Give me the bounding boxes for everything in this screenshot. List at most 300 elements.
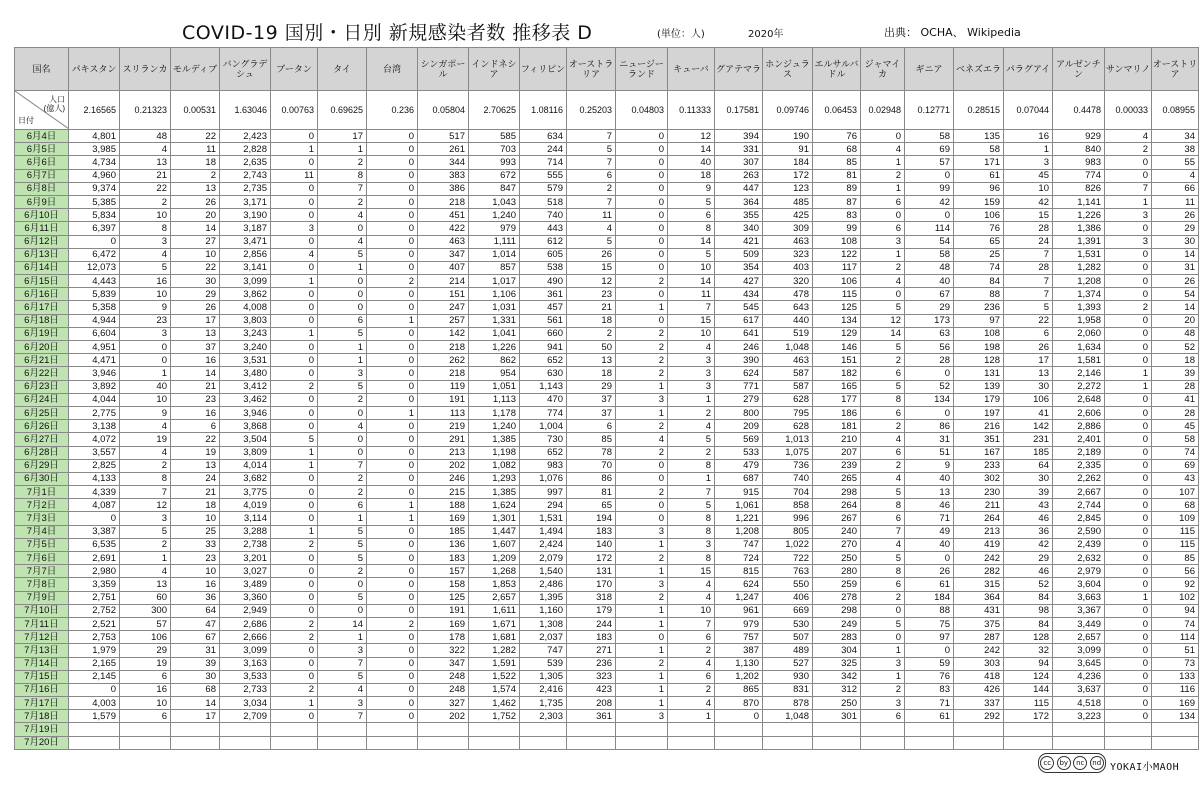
case-cell: 2 (318, 156, 367, 169)
case-cell: 0 (616, 499, 668, 512)
case-cell: 115 (1004, 697, 1053, 710)
case-cell: 2,416 (520, 683, 567, 696)
case-cell: 74 (1152, 446, 1199, 459)
case-cell (905, 723, 954, 736)
case-cell: 271 (567, 644, 616, 657)
case-cell: 730 (520, 433, 567, 446)
case-cell: 85 (1152, 552, 1199, 565)
case-cell: 6 (861, 710, 905, 723)
date-cell: 6月20日 (15, 341, 69, 354)
case-cell: 12 (668, 130, 715, 143)
case-cell: 1 (318, 261, 367, 274)
case-cell: 43 (1004, 499, 1053, 512)
license-badge (1038, 753, 1106, 773)
case-cell: 2,686 (220, 617, 271, 630)
case-cell: 0 (367, 578, 418, 591)
case-cell (271, 736, 318, 749)
case-cell: 0 (1105, 433, 1152, 446)
case-cell: 747 (715, 538, 763, 551)
case-cell: 52 (905, 380, 954, 393)
case-cell: 76 (905, 670, 954, 683)
case-cell: 0 (861, 288, 905, 301)
case-cell: 88 (905, 604, 954, 617)
case-cell: 19 (171, 446, 220, 459)
case-cell: 1 (318, 631, 367, 644)
case-cell: 1 (861, 182, 905, 195)
case-cell: 0 (271, 565, 318, 578)
case-cell: 18 (567, 367, 616, 380)
by-icon: by (1057, 756, 1071, 770)
case-cell: 0 (271, 393, 318, 406)
case-cell: 40 (905, 472, 954, 485)
case-cell: 1 (861, 644, 905, 657)
case-cell: 7 (861, 525, 905, 538)
case-cell: 1,022 (763, 538, 813, 551)
case-cell: 17 (171, 314, 220, 327)
case-cell: 3,360 (220, 591, 271, 604)
case-cell: 37 (567, 393, 616, 406)
case-cell: 7 (668, 486, 715, 499)
case-cell (367, 723, 418, 736)
case-cell: 107 (1152, 486, 1199, 499)
case-cell: 17 (318, 130, 367, 143)
case-cell: 7 (318, 657, 367, 670)
case-cell: 57 (120, 617, 171, 630)
year-label: 2020年 (748, 29, 784, 40)
case-cell: 36 (171, 591, 220, 604)
case-cell: 1 (1004, 143, 1053, 156)
case-cell: 184 (763, 156, 813, 169)
case-cell: 5 (861, 301, 905, 314)
case-cell: 250 (813, 552, 861, 565)
case-cell: 34 (1152, 130, 1199, 143)
case-cell: 280 (813, 565, 861, 578)
case-cell: 3,099 (1053, 644, 1105, 657)
case-cell: 46 (905, 499, 954, 512)
case-cell: 0 (367, 222, 418, 235)
case-cell: 215 (418, 486, 469, 499)
date-cell: 7月14日 (15, 657, 69, 670)
case-cell (271, 723, 318, 736)
date-cell: 6月27日 (15, 433, 69, 446)
case-cell: 11 (1152, 195, 1199, 208)
case-cell: 144 (1004, 683, 1053, 696)
case-cell: 68 (171, 683, 220, 696)
date-cell: 6月30日 (15, 472, 69, 485)
case-cell: 3,034 (220, 697, 271, 710)
case-cell: 202 (418, 710, 469, 723)
date-cell: 6月22日 (15, 367, 69, 380)
case-cell: 151 (813, 354, 861, 367)
case-cell: 2 (616, 275, 668, 288)
case-cell: 86 (905, 420, 954, 433)
case-cell: 16 (171, 354, 220, 367)
case-cell (469, 723, 520, 736)
date-cell: 6月13日 (15, 248, 69, 261)
case-cell: 0 (861, 604, 905, 617)
case-cell: 0 (1105, 683, 1152, 696)
case-cell: 21 (120, 169, 171, 182)
case-cell: 421 (715, 235, 763, 248)
case-cell: 1 (120, 367, 171, 380)
case-cell: 1,624 (469, 499, 520, 512)
case-cell: 5,385 (69, 195, 120, 208)
case-cell: 0 (271, 182, 318, 195)
case-cell: 13 (171, 459, 220, 472)
case-cell: 56 (1152, 565, 1199, 578)
case-cell: 1,014 (469, 248, 520, 261)
case-cell: 48 (120, 130, 171, 143)
case-cell: 1,240 (469, 209, 520, 222)
case-cell: 1,531 (1053, 248, 1105, 261)
case-cell: 22 (1004, 314, 1053, 327)
case-cell: 0 (271, 209, 318, 222)
case-cell: 1,202 (715, 670, 763, 683)
case-cell: 123 (763, 182, 813, 195)
population-cell: 0.12771 (905, 91, 954, 130)
case-cell: 14 (171, 697, 220, 710)
case-cell: 478 (763, 288, 813, 301)
case-cell: 20 (171, 209, 220, 222)
case-cell: 24 (1004, 235, 1053, 248)
case-cell: 996 (763, 512, 813, 525)
table-row (15, 169, 1199, 182)
case-cell: 451 (418, 209, 469, 222)
case-cell: 5 (861, 617, 905, 630)
case-cell: 5 (668, 248, 715, 261)
case-cell: 0 (1105, 525, 1152, 538)
case-cell: 30 (171, 670, 220, 683)
case-cell: 4 (861, 275, 905, 288)
case-cell: 115 (1152, 538, 1199, 551)
case-cell: 0 (367, 670, 418, 683)
case-cell: 0 (367, 538, 418, 551)
case-cell: 0 (1105, 420, 1152, 433)
case-cell: 3,243 (220, 327, 271, 340)
case-cell: 1 (318, 143, 367, 156)
case-cell: 10 (120, 393, 171, 406)
case-cell: 0 (367, 446, 418, 459)
population-cell: 0.236 (367, 91, 418, 130)
case-cell: 0 (120, 341, 171, 354)
case-cell: 40 (905, 538, 954, 551)
case-cell: 0 (367, 301, 418, 314)
case-cell: 70 (567, 459, 616, 472)
case-cell: 28 (1152, 380, 1199, 393)
case-cell: 2,635 (220, 156, 271, 169)
case-cell: 4,019 (220, 499, 271, 512)
date-cell: 6月17日 (15, 301, 69, 314)
case-cell: 102 (1152, 591, 1199, 604)
case-cell: 131 (954, 367, 1004, 380)
country-header: 台湾 (367, 48, 418, 91)
table-row (15, 341, 1199, 354)
case-cell: 57 (905, 156, 954, 169)
case-cell (668, 723, 715, 736)
case-cell: 1,393 (1053, 301, 1105, 314)
case-cell: 2 (318, 195, 367, 208)
date-cell: 6月11日 (15, 222, 69, 235)
case-cell: 10 (668, 327, 715, 340)
case-cell: 930 (763, 670, 813, 683)
case-cell: 2 (616, 327, 668, 340)
case-cell: 0 (1105, 222, 1152, 235)
case-cell: 2,146 (1053, 367, 1105, 380)
case-cell: 85 (567, 433, 616, 446)
country-header: スリランカ (120, 48, 171, 91)
case-cell: 364 (954, 591, 1004, 604)
case-cell: 68 (813, 143, 861, 156)
case-cell: 0 (1105, 288, 1152, 301)
case-cell: 0 (1105, 169, 1152, 182)
case-cell: 129 (813, 327, 861, 340)
case-cell: 0 (367, 710, 418, 723)
case-cell (418, 736, 469, 749)
population-cell: 0.17581 (715, 91, 763, 130)
case-cell: 0 (271, 261, 318, 274)
case-cell: 3,645 (1053, 657, 1105, 670)
case-cell: 2 (861, 420, 905, 433)
case-cell: 2 (668, 446, 715, 459)
case-cell: 457 (520, 301, 567, 314)
case-cell: 0 (69, 512, 120, 525)
case-cell: 246 (418, 472, 469, 485)
case-cell: 22 (171, 433, 220, 446)
case-cell: 54 (1152, 288, 1199, 301)
case-cell: 2,856 (220, 248, 271, 261)
case-cell: 279 (715, 393, 763, 406)
case-cell: 2 (861, 683, 905, 696)
nc-icon: nc (1073, 756, 1087, 770)
case-cell: 30 (1004, 472, 1053, 485)
case-cell (616, 736, 668, 749)
case-cell: 0 (1105, 248, 1152, 261)
case-cell: 1 (367, 512, 418, 525)
case-cell: 8 (120, 222, 171, 235)
case-cell: 6 (668, 670, 715, 683)
population-cell: 0.09746 (763, 91, 813, 130)
case-cell: 1,240 (469, 420, 520, 433)
case-cell: 1,113 (469, 393, 520, 406)
case-cell: 2,423 (220, 130, 271, 143)
case-cell: 3,359 (69, 578, 120, 591)
case-cell: 11 (271, 169, 318, 182)
case-cell: 4,944 (69, 314, 120, 327)
case-cell: 0 (367, 604, 418, 617)
country-header: サンマリノ (1105, 48, 1152, 91)
case-cell: 28 (1004, 222, 1053, 235)
case-cell: 0 (367, 261, 418, 274)
case-cell: 3,892 (69, 380, 120, 393)
case-cell: 3 (616, 525, 668, 538)
case-cell: 1,385 (469, 486, 520, 499)
date-cell: 6月7日 (15, 169, 69, 182)
date-cell: 6月26日 (15, 420, 69, 433)
case-cell: 124 (1004, 670, 1053, 683)
case-cell: 309 (763, 222, 813, 235)
case-cell: 669 (763, 604, 813, 617)
country-header: モルディブ (171, 48, 220, 91)
case-cell: 26 (905, 565, 954, 578)
case-cell: 264 (813, 499, 861, 512)
case-cell: 0 (367, 591, 418, 604)
case-cell: 407 (418, 261, 469, 274)
table-row (15, 143, 1199, 156)
case-cell: 52 (1152, 341, 1199, 354)
case-cell: 878 (763, 697, 813, 710)
case-cell: 2,744 (1053, 499, 1105, 512)
case-cell: 4 (668, 697, 715, 710)
case-cell: 0 (367, 433, 418, 446)
case-cell (715, 723, 763, 736)
case-cell: 23 (120, 314, 171, 327)
case-cell: 8 (668, 525, 715, 538)
case-cell: 2 (271, 631, 318, 644)
case-cell: 210 (813, 433, 861, 446)
population-row (15, 91, 1199, 130)
table-row (15, 156, 1199, 169)
case-cell: 8 (120, 472, 171, 485)
case-cell: 2 (271, 683, 318, 696)
case-cell: 470 (520, 393, 567, 406)
date-cell: 6月25日 (15, 406, 69, 419)
date-cell: 6月19日 (15, 327, 69, 340)
case-cell: 5 (271, 433, 318, 446)
case-cell: 2,303 (520, 710, 567, 723)
case-cell: 1,013 (763, 433, 813, 446)
case-cell: 2,751 (69, 591, 120, 604)
case-cell: 307 (715, 156, 763, 169)
case-cell: 42 (905, 195, 954, 208)
case-cell: 7 (318, 459, 367, 472)
case-cell: 0 (318, 578, 367, 591)
country-header: タイ (318, 48, 367, 91)
case-cell: 0 (905, 552, 954, 565)
case-cell: 179 (954, 393, 1004, 406)
case-cell: 172 (1004, 710, 1053, 723)
table-row (15, 697, 1199, 710)
case-cell: 3 (668, 380, 715, 393)
case-cell: 84 (1004, 591, 1053, 604)
case-cell: 4 (1105, 130, 1152, 143)
case-cell: 185 (1004, 446, 1053, 459)
case-cell: 5 (567, 143, 616, 156)
case-cell: 39 (1152, 367, 1199, 380)
case-cell: 5 (120, 525, 171, 538)
case-cell: 24 (171, 472, 220, 485)
population-cell: 0.00763 (271, 91, 318, 130)
case-cell: 29 (171, 288, 220, 301)
date-cell: 7月3日 (15, 512, 69, 525)
case-cell: 337 (954, 697, 1004, 710)
case-cell: 2,828 (220, 143, 271, 156)
case-cell: 1 (616, 380, 668, 393)
case-cell: 7 (1004, 275, 1053, 288)
case-cell: 3 (318, 697, 367, 710)
case-cell: 114 (1152, 631, 1199, 644)
case-cell: 116 (1152, 683, 1199, 696)
case-cell: 28 (905, 354, 954, 367)
case-cell: 4 (567, 222, 616, 235)
case-cell: 1,611 (469, 604, 520, 617)
case-cell: 3,862 (220, 288, 271, 301)
case-cell: 12 (120, 499, 171, 512)
case-cell: 847 (469, 182, 520, 195)
case-cell: 14 (668, 275, 715, 288)
case-cell: 13 (120, 578, 171, 591)
date-cell: 6月10日 (15, 209, 69, 222)
case-cell: 236 (954, 301, 1004, 314)
case-cell: 4,443 (69, 275, 120, 288)
case-cell: 519 (763, 327, 813, 340)
case-cell: 1,607 (469, 538, 520, 551)
case-cell: 997 (520, 486, 567, 499)
case-cell: 2 (367, 275, 418, 288)
case-cell: 213 (418, 446, 469, 459)
case-cell (367, 736, 418, 749)
case-cell: 265 (813, 472, 861, 485)
case-cell: 774 (520, 406, 567, 419)
table-row (15, 683, 1199, 696)
case-cell: 4,801 (69, 130, 120, 143)
case-cell: 106 (1004, 393, 1053, 406)
case-cell: 857 (469, 261, 520, 274)
case-cell: 8 (861, 565, 905, 578)
case-cell: 983 (520, 459, 567, 472)
table-row (15, 657, 1199, 670)
case-cell: 3 (668, 538, 715, 551)
case-cell: 3,471 (220, 235, 271, 248)
case-cell: 724 (715, 552, 763, 565)
case-cell: 0 (905, 644, 954, 657)
case-cell: 184 (905, 591, 954, 604)
case-cell: 2,752 (69, 604, 120, 617)
case-cell: 509 (715, 248, 763, 261)
case-cell: 2 (616, 420, 668, 433)
date-cell: 6月15日 (15, 275, 69, 288)
case-cell: 3,604 (1053, 578, 1105, 591)
case-cell: 0 (367, 327, 418, 340)
case-cell: 236 (567, 657, 616, 670)
case-cell: 347 (418, 248, 469, 261)
case-cell: 704 (763, 486, 813, 499)
case-cell: 1 (616, 538, 668, 551)
case-cell: 418 (954, 670, 1004, 683)
case-cell: 3 (616, 710, 668, 723)
case-cell: 736 (763, 459, 813, 472)
population-cell: 0.21323 (120, 91, 171, 130)
case-cell: 2 (616, 486, 668, 499)
case-cell: 3,171 (220, 195, 271, 208)
date-cell: 6月14日 (15, 261, 69, 274)
case-cell: 2,845 (1053, 512, 1105, 525)
case-cell: 5 (861, 486, 905, 499)
case-cell: 426 (954, 683, 1004, 696)
case-cell: 171 (954, 156, 1004, 169)
case-cell: 6 (861, 195, 905, 208)
table-row (15, 261, 1199, 274)
country-header: パキスタン (69, 48, 120, 91)
case-cell: 4,087 (69, 499, 120, 512)
case-cell: 194 (567, 512, 616, 525)
case-cell: 1 (1105, 367, 1152, 380)
case-cell: 125 (418, 591, 469, 604)
case-cell: 4 (318, 235, 367, 248)
case-cell: 177 (813, 393, 861, 406)
case-cell: 10 (120, 209, 171, 222)
case-cell: 771 (715, 380, 763, 393)
case-cell: 538 (520, 261, 567, 274)
